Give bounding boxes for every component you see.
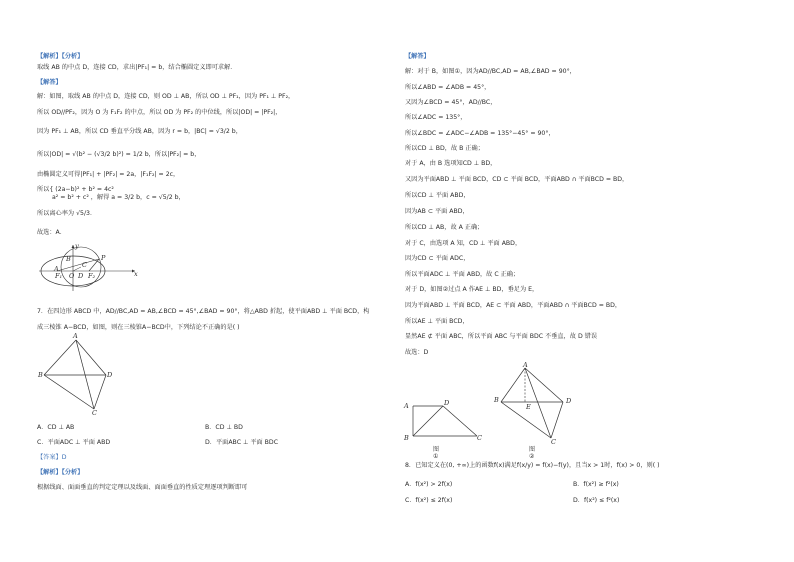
fig1-label: O <box>69 272 75 280</box>
solution-line: 所以CD ⊥ 平面 ABD， <box>405 192 470 199</box>
fig1-label: F₁ <box>55 272 63 280</box>
fig1-label: F₂ <box>88 272 96 280</box>
fig1-label: C <box>82 261 87 269</box>
fig1-label: A <box>54 265 59 273</box>
analysis-heading: 【解析】【分析】 <box>37 469 84 476</box>
solution-line: 所以平面ADC ⊥ 平面 ABD，故 C 正确； <box>405 271 520 278</box>
option-b: B．f(x²) ≥ f²(x) <box>573 481 619 488</box>
answer-label: 【答案】D <box>37 454 67 461</box>
fig1-label: y <box>75 242 79 250</box>
option-c: C．f(x²) ≤ 2f(x) <box>405 497 453 504</box>
solution-line: 因为AB ⊂ 平面 ABD， <box>405 208 469 215</box>
solution-line: 因为CD ⊂ 平面 ADC， <box>405 255 470 262</box>
solution-line: 所以∠BDC = ∠ADC−∠ADB = 135°−45° = 90°， <box>405 130 555 137</box>
solution-heading: 【解答】 <box>37 79 62 86</box>
fig3-label: C <box>477 434 482 442</box>
solution-line: 所以离心率为 √5/3． <box>37 210 97 217</box>
option-a: A．f(x²) > 2f(x) <box>405 481 453 488</box>
figure-2-tetrahedron <box>495 362 575 447</box>
solution-line: 又因为平面ABD ⊥ 平面 BCD，CD ⊂ 平面 BCD，平面ABD ∩ 平面BCD = BD， <box>405 176 629 183</box>
solution-line: 所以|OD| = √(b² − (√3/2 b)²) = 1/2 b，所以|PF₂| = b， <box>37 151 201 158</box>
fig1-label: P <box>101 254 106 262</box>
fig2-label: A <box>73 332 78 340</box>
choice-line: 故选：A． <box>37 229 66 236</box>
fig1-label: x <box>134 270 138 278</box>
fig4-label: E <box>526 403 531 411</box>
solution-line: 所以{ (2a−b)² + b² = 4c² <box>37 186 114 193</box>
solution-line: 所以CD ⊥ AB，故 A 正确； <box>405 224 484 231</box>
figure-2-caption: 图② <box>529 446 536 460</box>
solution-line: 对于 C，由选项 A 知，CD ⊥ 平面 ABD， <box>405 240 522 247</box>
solution-line: 显然AE ⊄ 平面 ABC，所以平面 ABC 与平面 BDC 不垂直，故 D 错误 <box>405 333 598 340</box>
solution-line: 因为平面ABD ⊥ 平面 BCD，AE ⊂ 平面 ABD，平面ABD ∩ 平面BCD = BD， <box>405 302 622 309</box>
option-a: A．CD ⊥ AB <box>37 424 75 431</box>
fig3-label: B <box>404 434 409 442</box>
solution-line: a² = b² + c² ，解得 a = 3/2 b，c = √5/2 b， <box>52 194 185 201</box>
option-b: B．CD ⊥ BD <box>205 424 243 431</box>
solution-line: 所以AE ⊥ 平面 BCD， <box>405 318 469 325</box>
option-d: D．平面ABC ⊥ 平面 BDC <box>205 439 279 446</box>
option-c: C．平面ADC ⊥ 平面 ABD <box>37 439 111 446</box>
fig1-label: B <box>66 255 71 263</box>
fig2-label: B <box>38 371 43 379</box>
fig4-label: B <box>494 396 499 404</box>
solution-line: 所以∠ADC = 135°， <box>405 114 467 121</box>
solution-line: 所以∠ABD = ∠ADB = 45°， <box>405 84 491 91</box>
fig4-label: D <box>566 397 572 405</box>
solution-line: 又因为∠BCD = 45°，AD//BC， <box>405 99 497 106</box>
figure-1-caption: 图① <box>433 446 440 460</box>
question-8: 8．已知定义在(0, +∞)上的函数f(x)满足f(x/y) = f(x)−f(y)，且当x > 1时，f(x) > 0，则( ) <box>405 462 660 469</box>
fig1-label: D <box>78 272 84 280</box>
fig2-label: C <box>92 409 97 417</box>
solution-line: 由椭圆定义可得|PF₁| + |PF₂| = 2a，|F₁F₂| = 2c， <box>37 171 180 178</box>
fig2-label: D <box>107 371 113 379</box>
solution-line: 因为 PF₁ ⊥ AB，所以 CD 垂直平分线 AB，因为 r = b，|BC| = √3/2 b， <box>37 128 242 135</box>
solution-heading: 【解答】 <box>405 53 430 60</box>
fig4-label: C <box>551 438 556 446</box>
analysis-heading: 【解析】【分析】 <box>37 53 84 60</box>
ellipse-figure <box>37 243 137 293</box>
fig4-label: A <box>523 361 528 369</box>
analysis-text: 根据线面、面面垂直的判定定理以及线面、面面垂直的性质定理逐项判断即可 <box>37 484 248 491</box>
solution-line: 所以CD ⊥ BD，故 B 正确； <box>405 145 484 152</box>
solution-line: 对于 D，如图②过点 A 作AE ⊥ BD，垂足为 E， <box>405 286 539 293</box>
solution-line: 解：对于 B，如图①，因为AD//BC,AD = AB,∠BAD = 90°， <box>405 68 576 75</box>
solution-line: 对于 A，由 B 选项知CD ⊥ BD， <box>405 160 497 167</box>
option-d: D．f(x²) ≤ f²(x) <box>573 497 620 504</box>
solution-line: 所以 OD//PF₂，因为 O 为 F₁F₂ 的中点，所以 OD 为 PF₂ 的中位线，所以|OD| = |PF₂|， <box>37 109 282 116</box>
analysis-text: 取线 AB 的中点 D，连接 CD，求出|PF₁| = b，结合椭圆定义即可求解． <box>37 64 237 71</box>
choice-line: 故选：D <box>405 349 429 356</box>
question-7-line2: 成三棱锥 A−BCD，如图，则在三棱锥A−BCD中，下列结论不正确的是( ) <box>37 324 240 331</box>
solution-line: 解：如图，取线 AB 的中点 D，连接 CD，则 OD ⊥ AB，所以 OD ⊥ PF₁，因为 PF₁ ⊥ PF₂， <box>37 93 295 100</box>
question-7-line1: 7．在四边形 ABCD 中，AD//BC,AD = AB,∠BCD = 45°,∠BAD = 90°，将△ABD 折起，使平面ABD ⊥ 平面 BCD，构 <box>37 308 370 315</box>
fig3-label: A <box>404 402 409 410</box>
fig3-label: D <box>444 399 450 407</box>
